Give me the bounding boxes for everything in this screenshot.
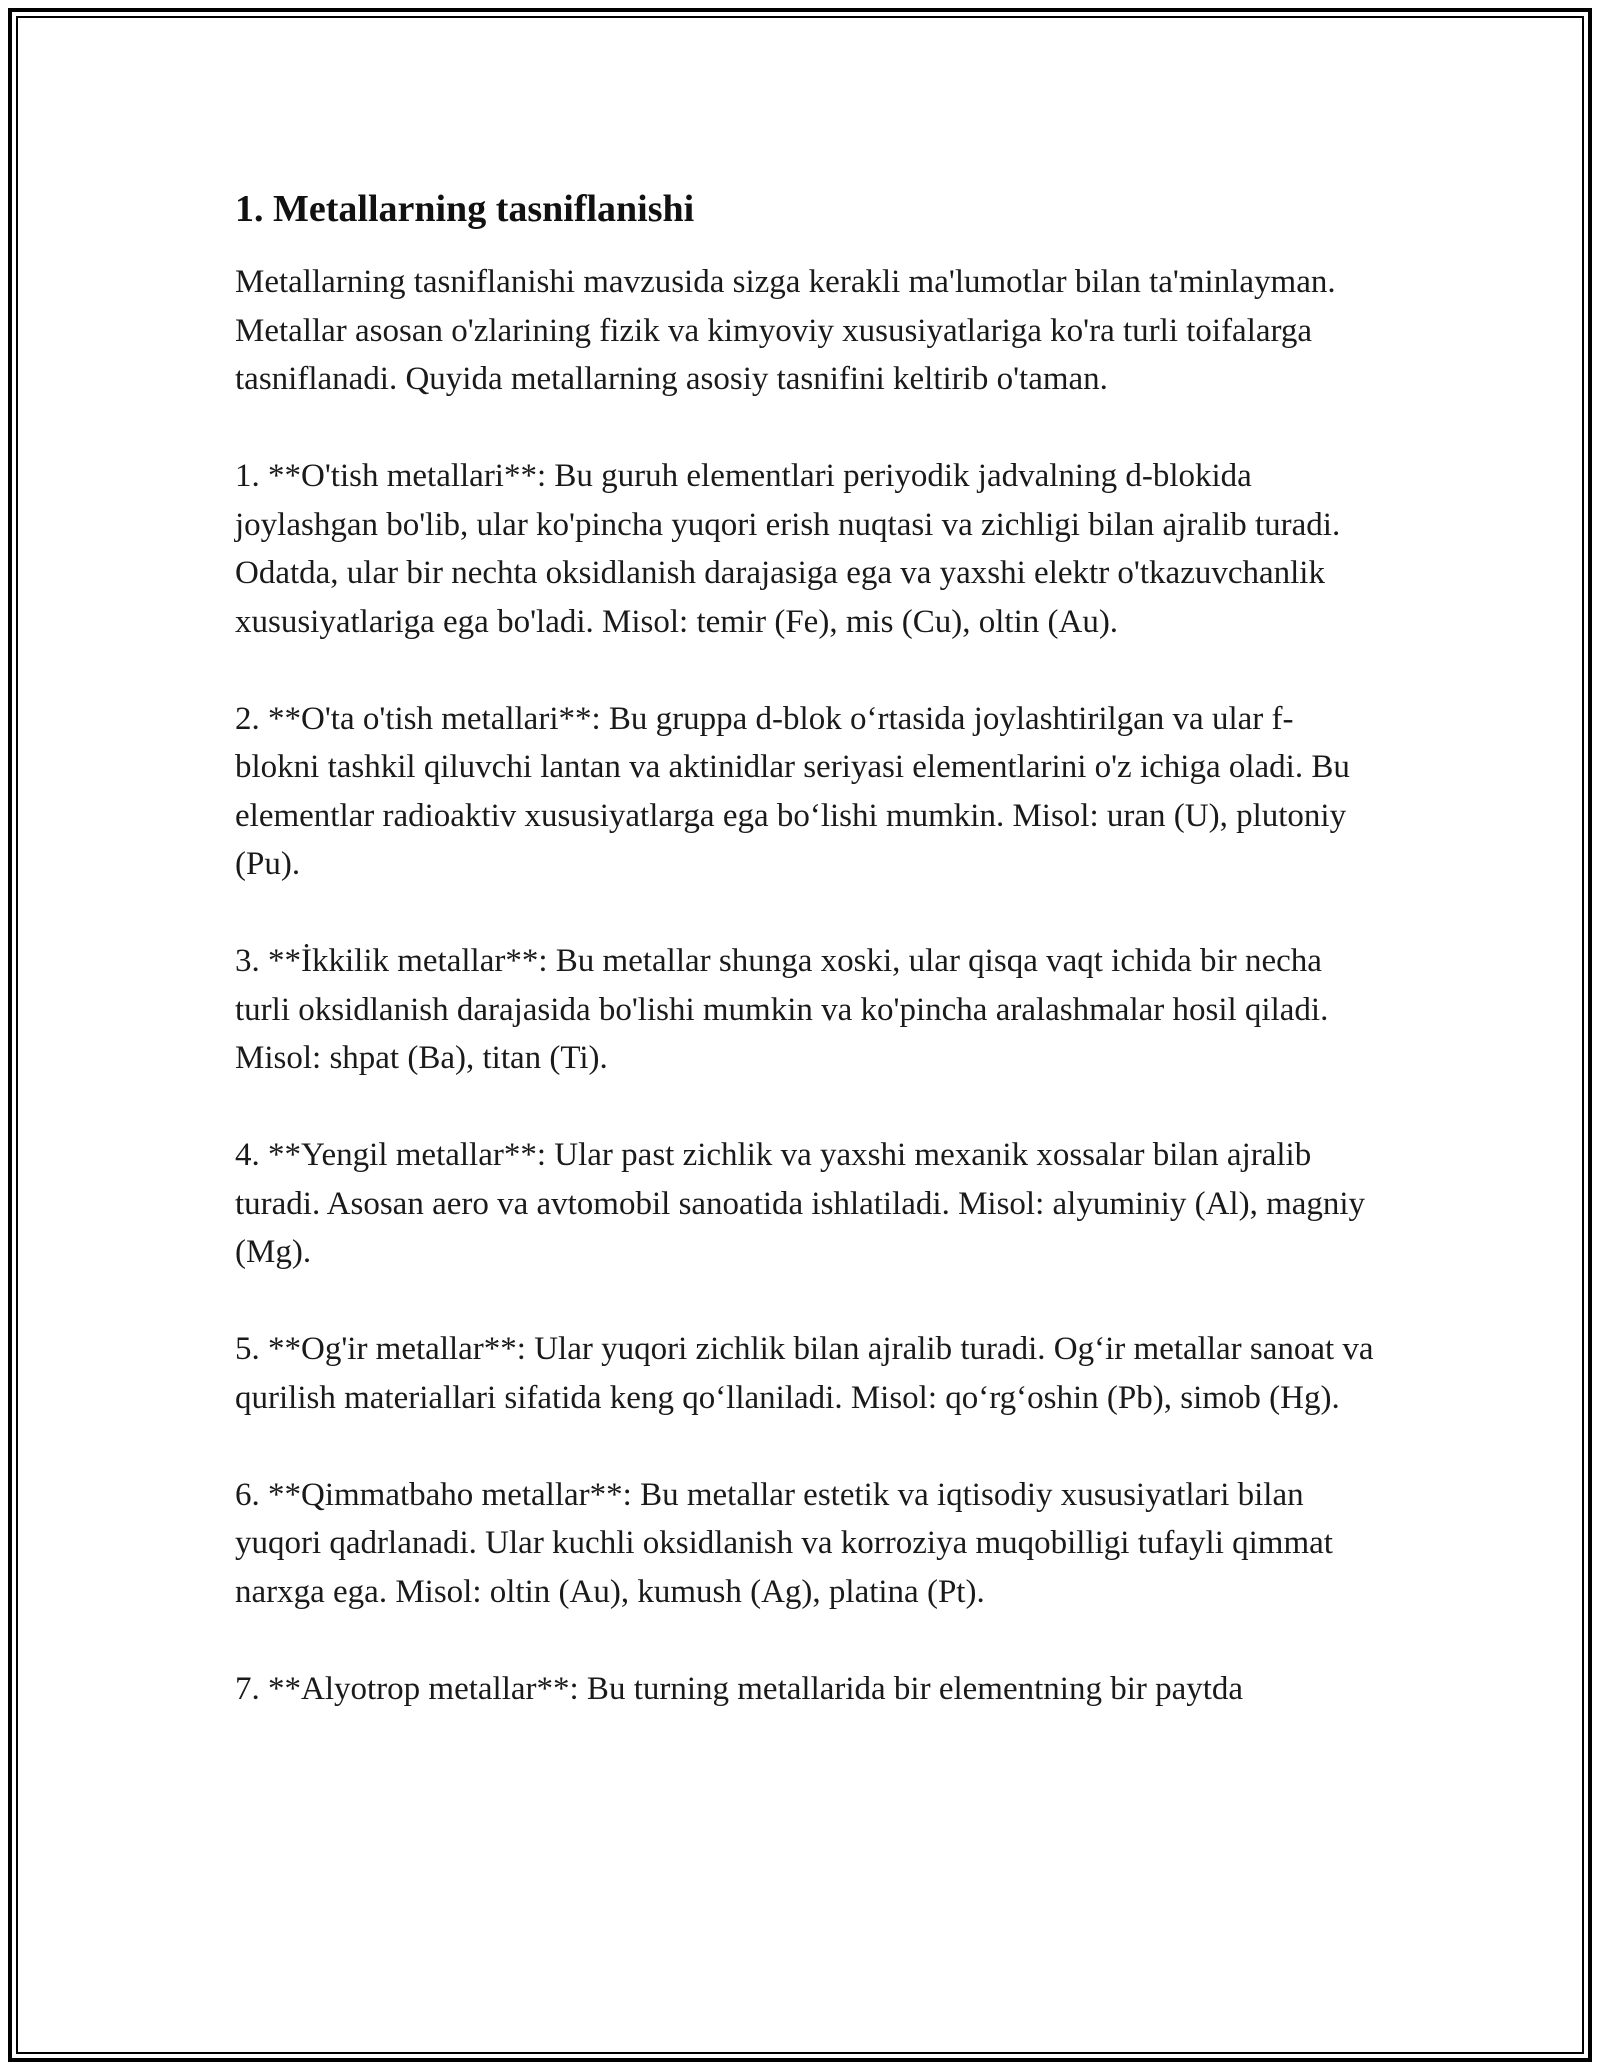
list-item-precious-metals: 6. **Qimmatbaho metallar**: Bu metallar estetik va iqtisodiy xususiyatlari bilan yuqori qadrlanadi. Ular kuchli oksidlanish va korroziya muqobilligi tufayli qimmat narxga ega. Misol: oltin (Au), kumush (Ag), platina (Pt). [235, 1476, 1333, 1610]
document-body [235, 186, 1375, 1762]
list-item-inner-transition-metals: 2. **O'ta o'tish metallari**: Bu gruppa d-blok o‘rtasida joylashtirilgan va ular f-blokni tashkil qiluvchi lantan va aktinidlar seriyasi elementlarini o'z ichiga oladi. Bu elementlar radioaktiv xususiyatlarga ega bo‘lishi mumkin. Misol: uran (U), plutoniy (Pu). [235, 700, 1350, 882]
list-item-dual-metals: 3. **İkkilik metallar**: Bu metallar shunga xoski, ular qisqa vaqt ichida bir necha turli oksidlanish darajasida bo'lishi mumkin va ko'pincha aralashmalar hosil qiladi. Misol: shpat (Ba), titan (Ti). [235, 943, 1329, 1076]
intro-paragraph: Metallarning tasniflanishi mavzusida sizga kerakli ma'lumotlar bilan ta'minlayman. Metallar asosan o'zlarining fizik va kimyoviy xususiyatlariga ko'ra turli toifalarga tasniflanadi. Quyida metallarning asosiy tasnifini keltirib o'taman. [235, 264, 1336, 397]
list-item-allotropic-metals: 7. **Alyotrop metallar**: Bu turning metallarida bir elementning bir paytda [235, 1670, 1244, 1707]
list-item-heavy-metals: 5. **Og'ir metallar**: Ular yuqori zichlik bilan ajralib turadi. Og‘ir metallar sanoat va qurilish materiallari sifatida keng qo‘llaniladi. Misol: qo‘rg‘oshin (Pb), simob (Hg). [235, 1331, 1374, 1416]
list-item-light-metals: 4. **Yengil metallar**: Ular past zichlik va yaxshi mexanik xossalar bilan ajralib turadi. Asosan aero va avtomobil sanoatida ishlatiladi. Misol: alyuminiy (Al), magniy (Mg). [235, 1137, 1366, 1270]
list-item-transition-metals: 1. **O'tish metallari**: Bu guruh elementlari periyodik jadvalning d-blokida joylashgan bo'lib, ular ko'pincha yuqori erish nuqtasi va zichligi bilan ajralib turadi. Odatda, ular bir nechta oksidlanish darajasiga ega va yaxshi elektr o'tkazuvchanlik xususiyatlariga ega bo'ladi. Misol: temir (Fe), mis (Cu), oltin (Au). [235, 458, 1341, 640]
section-heading: 1. Metallarning tasniflanishi [235, 188, 695, 230]
